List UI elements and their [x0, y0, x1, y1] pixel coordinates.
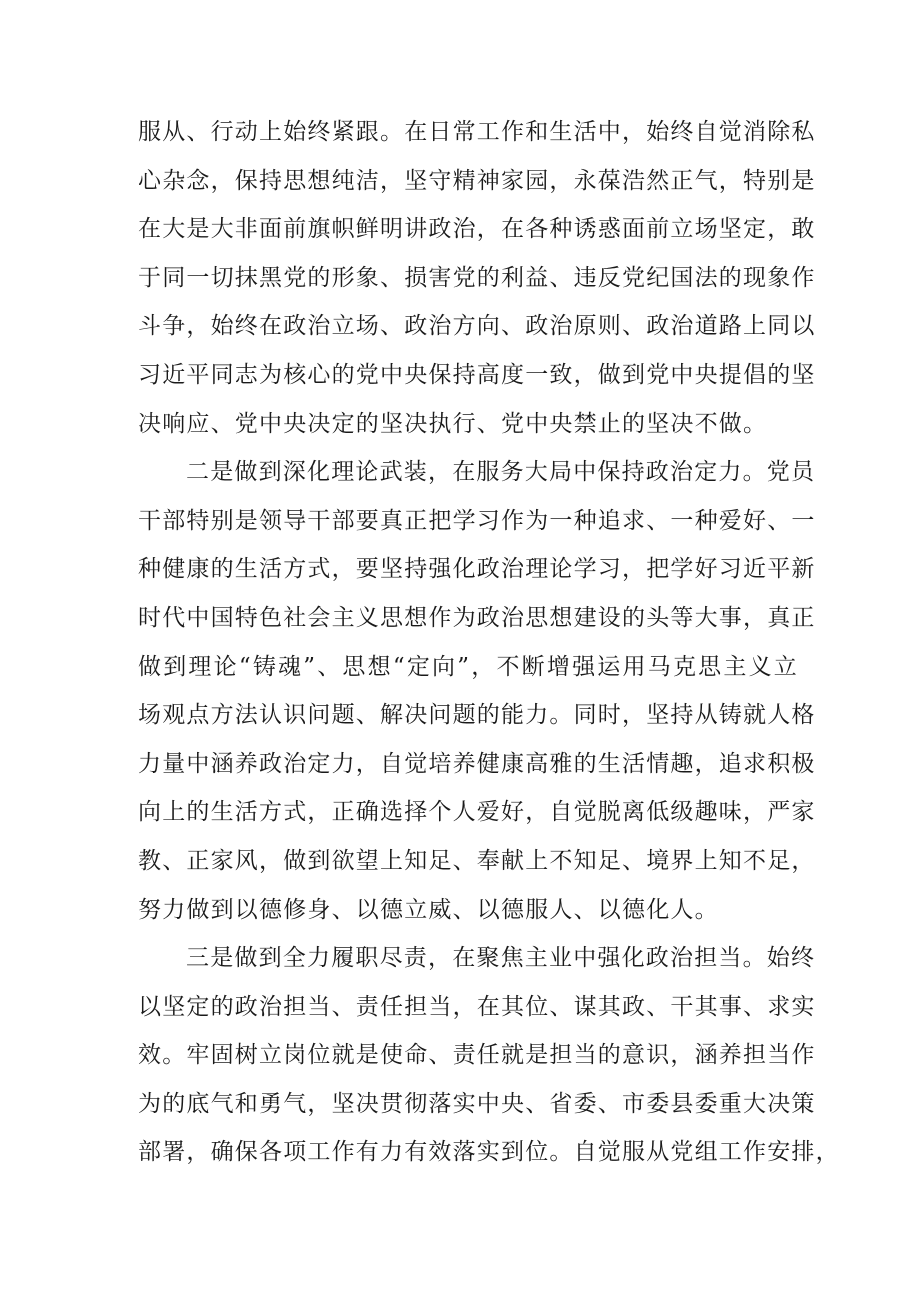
text-line: 心杂念，保持思想纯洁，坚守精神家园，永葆浩然正气，特别是: [138, 167, 816, 194]
text-line: 决响应、党中央决定的坚决执行、党中央禁止的坚决不做。: [138, 410, 768, 437]
text-line: 在大是大非面前旗帜鲜明讲政治，在各种诱惑面前立场坚定，敢: [138, 216, 816, 243]
text-line: 种健康的生活方式，要坚持强化政治理论学习，把学好习近平新: [138, 556, 816, 583]
text-line: 部署，确保各项工作有力有效落实到位。自觉服从党组工作安排，: [138, 1139, 840, 1166]
text-line: 做到理论“铸魂”、思想“定向”，不断增强运用马克思主义立: [138, 653, 798, 680]
text-line: 干部特别是领导干部要真正把学习作为一种追求、一种爱好、一: [138, 507, 816, 534]
text-line: 二是做到深化理论武装，在服务大局中保持政治定力。党员: [186, 459, 816, 486]
paragraph-continuation: [138, 108, 816, 448]
text-line: 服从、行动上始终紧跟。在日常工作和生活中，始终自觉消除私: [138, 119, 816, 145]
text-line: 努力做到以德修身、以德立威、以德服人、以德化人。: [138, 896, 719, 923]
text-line: 时代中国特色社会主义思想作为政治思想建设的头等大事，真正: [138, 604, 816, 631]
text-line: 三是做到全力履职尽责，在聚焦主业中强化政治担当。始终: [186, 945, 816, 972]
paragraph-point-three: [138, 934, 840, 1177]
paragraph-point-two: [138, 448, 816, 934]
text-line: 为的底气和勇气，坚决贯彻落实中央、省委、市委县委重大决策: [138, 1090, 816, 1117]
text-line: 力量中涵养政治定力，自觉培养健康高雅的生活情趣，追求积极: [138, 750, 816, 777]
text-line: 于同一切抹黑党的形象、损害党的利益、违反党纪国法的现象作: [138, 264, 816, 291]
text-line: 效。牢固树立岗位就是使命、责任就是担当的意识，涵养担当作: [138, 1042, 816, 1069]
text-line: 以坚定的政治担当、责任担当，在其位、谋其政、干其事、求实: [138, 993, 816, 1020]
text-line: 习近平同志为核心的党中央保持高度一致，做到党中央提倡的坚: [138, 361, 816, 388]
body-text: [138, 108, 840, 1177]
text-line: 场观点方法认识问题、解决问题的能力。同时，坚持从铸就人格: [138, 702, 816, 729]
text-line: 向上的生活方式，正确选择个人爱好，自觉脱离低级趣味，严家: [138, 799, 816, 826]
text-line: 斗争，始终在政治立场、政治方向、政治原则、政治道路上同以: [138, 313, 816, 340]
text-line: 教、正家风，做到欲望上知足、奉献上不知足、境界上知不足，: [138, 847, 816, 874]
